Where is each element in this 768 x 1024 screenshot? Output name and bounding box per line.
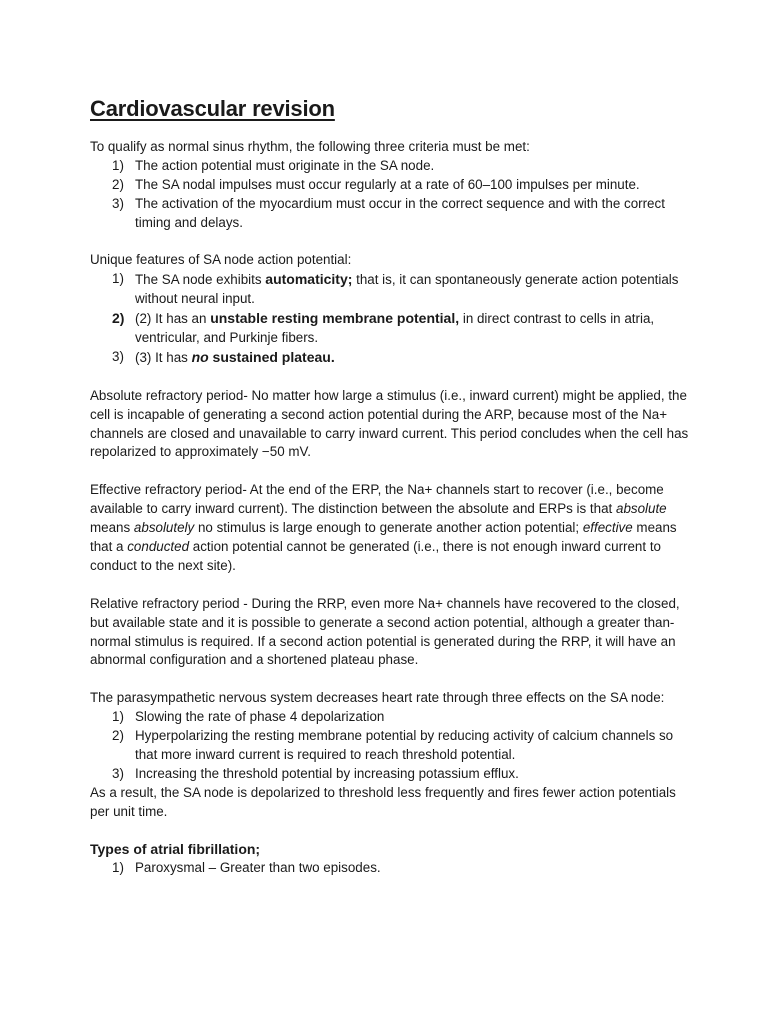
erp-paragraph xyxy=(90,481,690,576)
list-text-italic: no xyxy=(191,348,209,365)
list-text: (2) It has an xyxy=(135,311,211,327)
erp-italic: absolutely xyxy=(133,520,195,536)
list-item xyxy=(90,270,690,309)
list-text-bold: automaticity; xyxy=(265,271,353,288)
list-text: The activation of the myocardium must occur in the correct sequence and with the correct timing and delays. xyxy=(135,195,665,230)
list-number: 1) xyxy=(112,271,124,287)
paragraph-gap xyxy=(90,822,690,841)
list-text: Slowing the rate of phase 4 depolarization xyxy=(135,709,385,725)
paragraph-gap xyxy=(90,670,690,689)
document-page xyxy=(90,94,690,878)
list-text: The SA nodal impulses must occur regularly at a rate of 60–100 impulses per minute. xyxy=(135,176,640,192)
parasym-intro: The parasympathetic nervous system decreases heart rate through three effects on the SA node: xyxy=(90,690,665,706)
sa-features-list xyxy=(90,270,690,368)
paragraph-gap xyxy=(90,368,690,387)
list-item xyxy=(90,348,690,368)
nsr-criteria-list xyxy=(90,157,690,233)
list-text: Increasing the threshold potential by increasing potassium efflux. xyxy=(135,765,519,781)
list-text: The SA node exhibits xyxy=(135,272,266,288)
list-number: 3) xyxy=(112,765,124,781)
list-number: 2) xyxy=(112,310,125,327)
list-number: 3) xyxy=(112,195,124,211)
sa-features-intro: Unique features of SA node action potential: xyxy=(90,252,352,268)
document-title: Cardiovascular revision xyxy=(90,96,335,121)
list-item xyxy=(90,708,690,727)
list-item xyxy=(90,157,690,176)
list-item xyxy=(90,859,690,878)
list-text: Hyperpolarizing the resting membrane potential by reducing activity of calcium channels so that more inward current is required to reach threshold potential. xyxy=(135,728,674,762)
arp-paragraph: Absolute refractory period- No matter how large a stimulus (i.e., inward current) might be applied, the cell is incapable of generating a second action potential during the ARP, because most of the Na+ channels are closed and unavailable to carry inward current. This period concludes when the cell has repolarized to approximately −50 mV. xyxy=(90,387,689,460)
list-text: The action potential must originate in the SA node. xyxy=(135,157,435,173)
parasym-effects-list xyxy=(90,708,690,784)
paragraph-gap xyxy=(90,576,690,595)
paragraph-gap xyxy=(90,462,690,481)
list-text-bold: sustained plateau. xyxy=(208,348,335,365)
list-item xyxy=(90,765,690,784)
erp-text: action potential cannot be generated (i.e., there is not enough inward current to conduct to the next site). xyxy=(90,538,661,573)
list-text: (3) It has xyxy=(135,349,192,365)
list-item xyxy=(90,195,690,233)
list-item xyxy=(90,727,690,765)
erp-italic: absolute xyxy=(616,501,667,517)
list-number: 1) xyxy=(112,860,124,876)
erp-italic: effective xyxy=(582,520,633,536)
list-number: 1) xyxy=(112,157,124,173)
list-text: Paroxysmal – Greater than two episodes. xyxy=(135,860,381,876)
af-heading: Types of atrial fibrillation; xyxy=(90,841,261,858)
list-text: in direct contrast to cells in atria, ventricular, and Purkinje fibers. xyxy=(135,311,655,346)
parasym-outro: As a result, the SA node is depolarized to threshold less frequently and fires fewer action potentials per unit time. xyxy=(90,784,676,819)
erp-text: means xyxy=(90,520,134,536)
list-item xyxy=(90,176,690,195)
list-text-bold-italic xyxy=(192,349,209,365)
erp-italic: conducted xyxy=(127,538,190,554)
list-text: that is, it can spontaneously generate action potentials without neural input. xyxy=(135,272,679,307)
erp-text: Effective refractory period- At the end of the ERP, the Na+ channels start to recover (i.e., become available to carry inward current). The distinction between the absolute and ERPs is that xyxy=(90,482,664,517)
list-item xyxy=(90,309,690,348)
nsr-intro: To qualify as normal sinus rhythm, the following three criteria must be met: xyxy=(90,139,530,154)
list-number: 3) xyxy=(112,348,124,364)
list-number: 2) xyxy=(112,728,124,744)
list-number: 1) xyxy=(112,709,124,725)
erp-text: no stimulus is large enough to generate another action potential; xyxy=(194,520,583,536)
list-text-bold: unstable resting membrane potential, xyxy=(210,310,460,327)
rrp-paragraph: Relative refractory period - During the RRP, even more Na+ channels have recovered to the closed, but available state and it is possible to generate a second action potential, although a greater than- normal stimulus is required. If a second action potential is generated during the RRP, it will have an abnormal configuration and a shortened plateau phase. xyxy=(90,595,680,668)
erp-text: means that a xyxy=(90,520,677,554)
list-number: 2) xyxy=(112,176,124,192)
paragraph-gap xyxy=(90,233,690,252)
af-types-list xyxy=(90,859,690,878)
